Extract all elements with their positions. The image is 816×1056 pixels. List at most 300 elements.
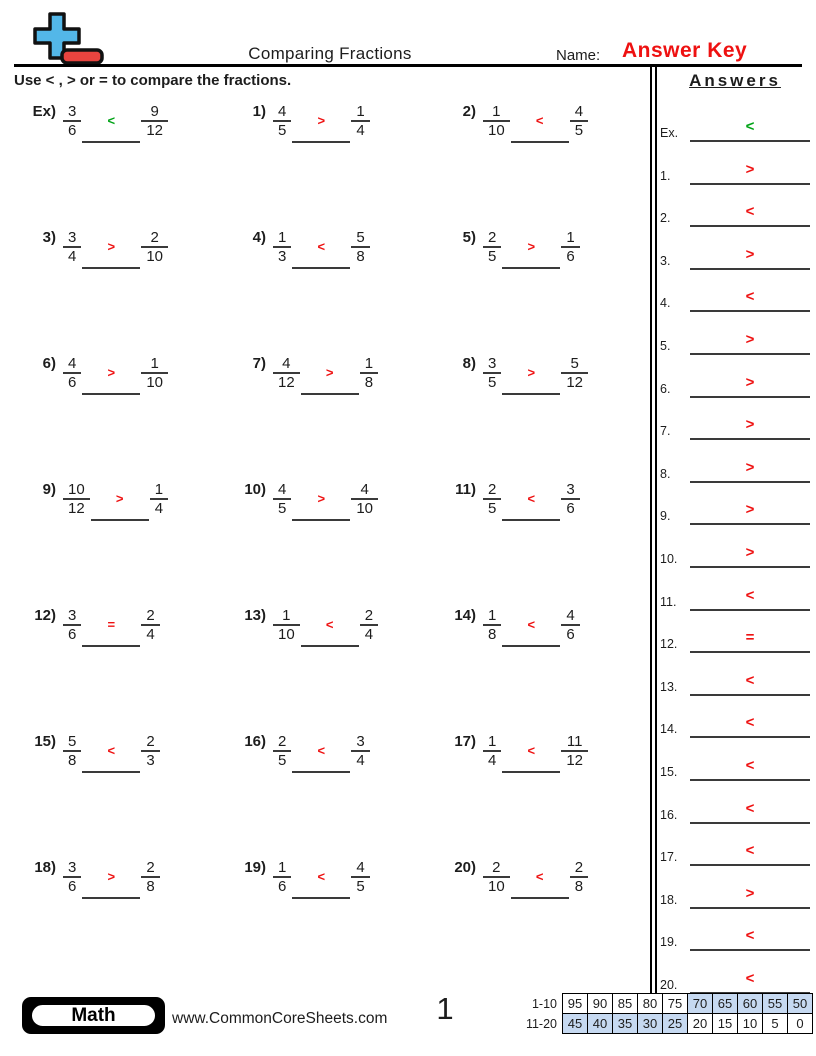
answer-blank — [292, 103, 350, 143]
numerator: 2 — [146, 607, 155, 624]
denominator: 5 — [488, 248, 497, 265]
answer-symbol: > — [745, 246, 755, 263]
numerator: 2 — [278, 733, 287, 750]
numerator: 4 — [356, 859, 365, 876]
denominator: 8 — [146, 878, 155, 895]
answer-item-1 — [660, 159, 810, 185]
denominator: 4 — [68, 248, 77, 265]
numerator: 2 — [146, 859, 155, 876]
fraction-left — [483, 229, 501, 265]
answer-blank — [511, 103, 569, 143]
answer-label: 3. — [660, 254, 671, 268]
numerator: 4 — [278, 103, 287, 120]
grade-cell: 35 — [613, 1014, 638, 1034]
fraction-left — [273, 103, 291, 139]
answer-blank — [502, 229, 560, 269]
numerator: 11 — [566, 733, 583, 750]
answer-symbol: < — [745, 587, 755, 604]
problem-number: 12) — [34, 607, 56, 624]
problem-number: 13) — [244, 607, 266, 624]
comparison-symbol: < — [317, 239, 326, 254]
denominator: 6 — [278, 878, 287, 895]
answer-line — [690, 712, 810, 738]
grade-cell: 25 — [663, 1014, 688, 1034]
problem-number: 11) — [455, 481, 476, 498]
problem-17 — [440, 733, 588, 773]
numerator: 4 — [566, 607, 575, 624]
answer-label: 8. — [660, 467, 671, 481]
problem-15 — [20, 733, 160, 773]
answer-label: 13. — [660, 680, 678, 694]
denominator: 4 — [154, 500, 164, 517]
answer-label: 16. — [660, 808, 678, 822]
denominator: 4 — [488, 752, 497, 769]
problem-2 — [440, 103, 588, 143]
answer-line — [690, 159, 810, 185]
denominator: 10 — [146, 248, 164, 265]
answer-line — [690, 116, 810, 142]
answer-line — [690, 840, 810, 866]
numerator: 4 — [574, 103, 584, 120]
denominator: 8 — [488, 626, 497, 643]
answer-label: 9. — [660, 509, 671, 523]
problem-9 — [20, 481, 168, 521]
answer-line — [690, 329, 810, 355]
problem-6 — [20, 355, 168, 395]
denominator: 6 — [566, 248, 575, 265]
denominator: 6 — [566, 626, 575, 643]
denominator: 5 — [488, 374, 497, 391]
numerator: 2 — [364, 607, 374, 624]
numerator: 5 — [356, 229, 365, 246]
fraction-left — [483, 355, 501, 391]
fraction-left — [63, 481, 90, 517]
numerator: 1 — [154, 481, 164, 498]
fraction-right — [360, 607, 378, 643]
fraction-right — [570, 103, 588, 139]
answer-symbol: < — [745, 757, 755, 774]
answer-symbol: > — [745, 374, 755, 391]
fraction-left — [483, 103, 510, 139]
fraction-right — [141, 859, 159, 895]
problem-10 — [230, 481, 378, 521]
problem-number: 3) — [42, 229, 56, 246]
numerator: 4 — [282, 355, 291, 372]
answer-blank — [82, 607, 140, 647]
numerator: 1 — [364, 355, 374, 372]
grading-row-label: 1-10 — [531, 996, 557, 1011]
denominator: 8 — [574, 878, 584, 895]
problem-number: 9) — [42, 481, 56, 498]
answer-label: 6. — [660, 382, 671, 396]
numerator: 2 — [574, 859, 584, 876]
answer-symbol: > — [745, 416, 755, 433]
fraction-right — [141, 229, 168, 265]
grade-cell: 55 — [763, 994, 788, 1014]
problem-4 — [230, 229, 370, 269]
numerator: 4 — [278, 481, 287, 498]
answer-label: 7. — [660, 424, 671, 438]
answer-line — [690, 414, 810, 440]
grade-cell: 20 — [688, 1014, 713, 1034]
subject-label: Math — [71, 1004, 116, 1026]
denominator: 3 — [146, 752, 155, 769]
answer-symbol: > — [745, 501, 755, 518]
comparison-symbol: < — [325, 617, 334, 632]
subject-badge — [22, 997, 165, 1034]
grade-cell: 10 — [738, 1014, 763, 1034]
numerator: 5 — [570, 355, 579, 372]
numerator: 1 — [488, 607, 497, 624]
grading-row-11-20 — [517, 1014, 813, 1034]
problem-16 — [230, 733, 370, 773]
denominator: 6 — [566, 500, 575, 517]
plus-minus-icon — [28, 12, 104, 66]
answer-item-7 — [660, 414, 810, 440]
denominator: 10 — [356, 500, 374, 517]
numerator: 2 — [488, 229, 497, 246]
numerator: 4 — [360, 481, 369, 498]
grade-cell: 75 — [663, 994, 688, 1014]
problem-number: 10) — [244, 481, 266, 498]
answer-blank — [502, 733, 560, 773]
numerator: 3 — [356, 733, 365, 750]
answer-symbol: > — [745, 459, 755, 476]
answer-blank — [502, 481, 560, 521]
grade-cell: 45 — [563, 1014, 588, 1034]
problem-number: 16) — [244, 733, 266, 750]
answer-item-3 — [660, 244, 810, 270]
answer-item-20 — [660, 968, 810, 994]
numerator: 1 — [278, 229, 287, 246]
answer-item-19 — [660, 925, 810, 951]
grade-cell: 15 — [713, 1014, 738, 1034]
problem-number: 4) — [252, 229, 266, 246]
denominator: 8 — [68, 752, 77, 769]
subject-badge-pill — [29, 1002, 158, 1029]
numerator: 10 — [68, 481, 85, 498]
comparison-symbol: < — [317, 869, 326, 884]
answers-panel-divider — [650, 64, 657, 993]
answer-label: 17. — [660, 850, 678, 864]
answer-line — [690, 925, 810, 951]
grade-cell: 70 — [688, 994, 713, 1014]
denominator: 12 — [566, 752, 584, 769]
denominator: 5 — [488, 500, 497, 517]
fraction-right — [570, 859, 588, 895]
answer-blank — [82, 733, 140, 773]
answer-symbol: < — [745, 714, 755, 731]
grading-row-1-10 — [517, 994, 813, 1014]
denominator: 5 — [278, 122, 287, 139]
answer-label: 10. — [660, 552, 678, 566]
answer-label: 19. — [660, 935, 678, 949]
grade-cell: 80 — [638, 994, 663, 1014]
fraction-right — [351, 859, 369, 895]
numerator: 1 — [150, 355, 159, 372]
comparison-symbol: > — [115, 491, 124, 506]
problem-7 — [230, 355, 378, 395]
answer-line — [690, 798, 810, 824]
fraction-right — [561, 355, 588, 391]
comparison-symbol: < — [527, 617, 536, 632]
answer-blank — [502, 355, 560, 395]
answer-symbol: > — [745, 161, 755, 178]
answer-item-8 — [660, 457, 810, 483]
comparison-symbol: > — [527, 365, 536, 380]
problem-18 — [20, 859, 160, 899]
denominator: 4 — [356, 752, 365, 769]
fraction-right — [360, 355, 378, 391]
comparison-symbol: < — [107, 743, 116, 758]
answer-blank — [301, 607, 359, 647]
numerator: 1 — [278, 859, 287, 876]
answers-heading: Answers — [689, 71, 781, 90]
numerator: 1 — [492, 103, 501, 120]
problem-number: 15) — [34, 733, 56, 750]
fraction-left — [483, 607, 501, 643]
comparison-symbol: < — [535, 869, 544, 884]
header-divider — [14, 64, 802, 67]
answer-blank — [292, 481, 350, 521]
answer-symbol: < — [745, 970, 755, 987]
comparison-symbol: > — [527, 239, 536, 254]
numerator: 9 — [150, 103, 159, 120]
denominator: 10 — [278, 626, 295, 643]
answer-line — [690, 372, 810, 398]
problem-number: 14) — [454, 607, 476, 624]
answer-blank — [292, 229, 350, 269]
answer-line — [690, 201, 810, 227]
answer-blank — [301, 355, 359, 395]
denominator: 10 — [146, 374, 164, 391]
comparison-symbol: < — [107, 113, 116, 128]
problem-number: 1) — [252, 103, 266, 120]
answer-item-ex — [660, 116, 810, 142]
answer-blank — [82, 229, 140, 269]
name-label: Name: — [556, 47, 601, 64]
answer-line — [690, 755, 810, 781]
problem-14 — [440, 607, 580, 647]
grade-cell: 65 — [713, 994, 738, 1014]
grade-cell: 50 — [788, 994, 813, 1014]
answer-blank — [82, 355, 140, 395]
fraction-right — [561, 229, 579, 265]
comparison-symbol: > — [107, 869, 116, 884]
comparison-symbol: = — [107, 617, 116, 632]
answer-symbol: < — [745, 927, 755, 944]
answer-line — [690, 968, 810, 994]
answer-label: 2. — [660, 211, 671, 225]
fraction-left — [273, 481, 291, 517]
answer-line — [690, 457, 810, 483]
numerator: 1 — [356, 103, 365, 120]
numerator: 2 — [492, 859, 501, 876]
answer-label: 1. — [660, 169, 671, 183]
denominator: 5 — [278, 500, 287, 517]
answer-symbol: < — [745, 118, 755, 135]
fraction-left — [273, 607, 300, 643]
fraction-left — [483, 859, 510, 895]
answer-item-18 — [660, 883, 810, 909]
denominator: 5 — [574, 122, 584, 139]
answer-symbol: < — [745, 288, 755, 305]
numerator: 1 — [282, 607, 291, 624]
comparison-symbol: > — [107, 365, 116, 380]
answer-blank — [82, 859, 140, 899]
answer-symbol: = — [745, 629, 755, 646]
answer-item-4 — [660, 286, 810, 312]
problem-3 — [20, 229, 168, 269]
numerator: 2 — [488, 481, 497, 498]
problem-number: Ex) — [32, 103, 56, 120]
answer-blank — [91, 481, 149, 521]
answer-blank — [82, 103, 140, 143]
fraction-right — [561, 481, 579, 517]
problem-number: 8) — [462, 355, 476, 372]
problem-12 — [20, 607, 160, 647]
answer-item-11 — [660, 585, 810, 611]
numerator: 2 — [150, 229, 159, 246]
problem-11 — [440, 481, 580, 521]
grade-cell: 40 — [588, 1014, 613, 1034]
answer-symbol: < — [745, 203, 755, 220]
denominator: 6 — [68, 374, 77, 391]
fraction-left — [63, 229, 81, 265]
answer-line — [690, 244, 810, 270]
answer-item-16 — [660, 798, 810, 824]
problem-number: 20) — [454, 859, 476, 876]
denominator: 12 — [566, 374, 584, 391]
numerator: 4 — [68, 355, 77, 372]
fraction-left — [273, 859, 291, 895]
answer-symbol: < — [745, 800, 755, 817]
answer-label: Ex. — [660, 126, 679, 140]
problem-number: 17) — [454, 733, 476, 750]
grade-cell: 5 — [763, 1014, 788, 1034]
answer-blank — [292, 733, 350, 773]
answer-item-6 — [660, 372, 810, 398]
numerator: 3 — [566, 481, 575, 498]
denominator: 3 — [278, 248, 287, 265]
denominator: 5 — [278, 752, 287, 769]
answer-label: 18. — [660, 893, 678, 907]
answer-item-17 — [660, 840, 810, 866]
fraction-right — [351, 103, 369, 139]
comparison-symbol: > — [317, 113, 326, 128]
grade-cell: 90 — [588, 994, 613, 1014]
fraction-right — [141, 733, 159, 769]
answer-blank — [292, 859, 350, 899]
denominator: 12 — [68, 500, 85, 517]
answer-blank — [511, 859, 569, 899]
fraction-right — [351, 229, 369, 265]
denominator: 12 — [278, 374, 295, 391]
denominator: 6 — [68, 626, 77, 643]
fraction-left — [483, 733, 501, 769]
problem-number: 6) — [42, 355, 56, 372]
answer-blank — [502, 607, 560, 647]
denominator: 10 — [488, 122, 505, 139]
fraction-left — [483, 481, 501, 517]
answer-label: 20. — [660, 978, 678, 992]
answer-symbol: > — [745, 544, 755, 561]
denominator: 12 — [146, 122, 164, 139]
grade-cell: 85 — [613, 994, 638, 1014]
denominator: 10 — [488, 878, 505, 895]
page-number: 1 — [436, 991, 454, 1026]
answer-symbol: > — [745, 885, 755, 902]
comparison-symbol: < — [535, 113, 544, 128]
problem-13 — [230, 607, 378, 647]
grading-row-label: 11-20 — [525, 1016, 557, 1031]
denominator: 4 — [146, 626, 155, 643]
answer-line — [690, 670, 810, 696]
answer-item-13 — [660, 670, 810, 696]
answer-line — [690, 542, 810, 568]
comparison-symbol: > — [317, 491, 326, 506]
problem-number: 2) — [462, 103, 476, 120]
numerator: 1 — [566, 229, 575, 246]
numerator: 5 — [68, 733, 77, 750]
denominator: 5 — [356, 878, 365, 895]
answer-line — [690, 286, 810, 312]
denominator: 6 — [68, 878, 77, 895]
answer-label: 12. — [660, 637, 678, 651]
answer-item-12 — [660, 627, 810, 653]
fraction-right — [351, 733, 369, 769]
problem-1 — [230, 103, 370, 143]
numerator: 1 — [488, 733, 497, 750]
answer-item-2 — [660, 201, 810, 227]
numerator: 3 — [68, 859, 77, 876]
problem-number: 5) — [462, 229, 476, 246]
problem-20 — [440, 859, 588, 899]
problem-number: 19) — [244, 859, 266, 876]
denominator: 4 — [364, 626, 374, 643]
denominator: 4 — [356, 122, 365, 139]
fraction-right — [561, 607, 579, 643]
comparison-symbol: < — [527, 491, 536, 506]
fraction-left — [273, 733, 291, 769]
fraction-left — [63, 733, 81, 769]
answer-symbol: < — [745, 672, 755, 689]
website-url: www.CommonCoreSheets.com — [172, 1010, 388, 1027]
numerator: 3 — [68, 607, 77, 624]
answer-line — [690, 585, 810, 611]
fraction-right — [351, 481, 378, 517]
grade-cell: 60 — [738, 994, 763, 1014]
problem-8 — [440, 355, 588, 395]
answer-label: 4. — [660, 296, 671, 310]
fraction-left — [63, 607, 81, 643]
denominator: 8 — [364, 374, 374, 391]
numerator: 2 — [146, 733, 155, 750]
numerator: 3 — [68, 103, 77, 120]
answer-item-5 — [660, 329, 810, 355]
fraction-right — [150, 481, 168, 517]
numerator: 3 — [488, 355, 497, 372]
instructions-text: Use < , > or = to compare the fractions. — [14, 72, 292, 89]
comparison-symbol: < — [317, 743, 326, 758]
answer-item-10 — [660, 542, 810, 568]
denominator: 8 — [356, 248, 365, 265]
answer-line — [690, 627, 810, 653]
answer-item-15 — [660, 755, 810, 781]
problem-19 — [230, 859, 370, 899]
fraction-right — [141, 103, 168, 139]
comparison-symbol: < — [527, 743, 536, 758]
